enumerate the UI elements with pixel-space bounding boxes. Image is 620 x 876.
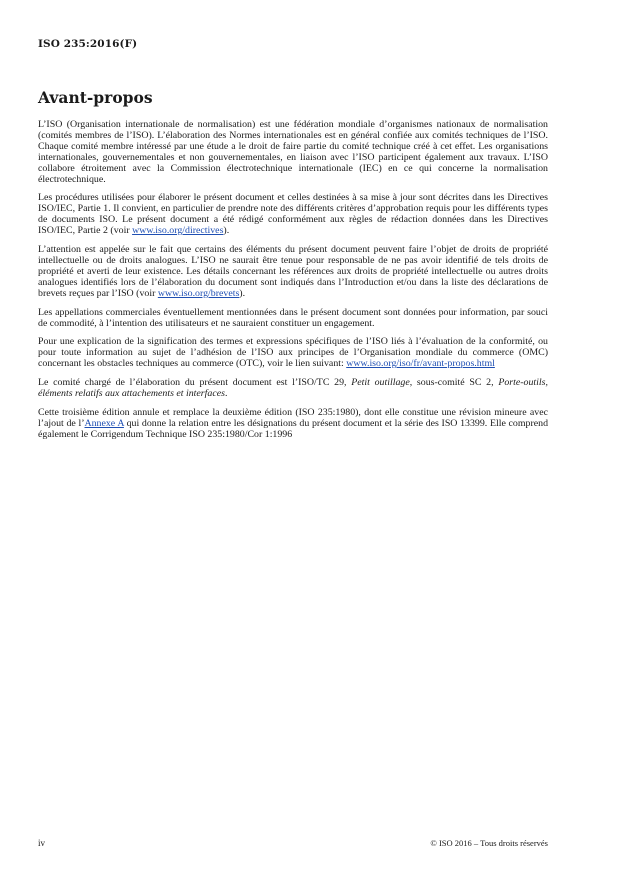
paragraph-6-mid: , sous-comité SC 2, (409, 377, 499, 389)
annexe-a-link[interactable]: Annexe A (84, 417, 124, 429)
paragraph-3-end: ). (239, 287, 246, 299)
paragraph-4: Les appellations commerciales éventuellement mentionnées dans le présent document sont données pour information, par souci de commodité, à l’intention des utilisateurs et ne sauraient constituer un engagement. (38, 306, 548, 329)
paragraph-3-text: L’attention est appelée sur le fait que certains des éléments du présent document peuvent faire l’objet de droits de propriété intellectuelle ou de droits analogues. L’ISO ne saurait être tenue pour responsable de ne pas avoir identifié de tels droits de propriété et averti de leur existence. Les détails concernant les références aux droits de propriété intellectuelle ou autres droits analogues identifiés lors de l’élaboration du document sont indiqués dans l’Introduction et/ou dans la liste des déclarations de brevets reçues par l’ISO (voir (38, 244, 548, 299)
paragraph-5 (38, 337, 548, 370)
paragraph-2-text: Les procédures utilisées pour élaborer le présent document et celles destinées à sa mise à jour sont décrites dans les Directives ISO/IEC, Partie 1. Il convient, en particulier de prendre note des différents critères d’approbation requis pour les différents types de documents ISO. Le présent document a été rédigé conformément aux règles de rédaction données dans les Directives ISO/IEC, Partie 2 (voir (38, 192, 548, 237)
paragraph-7-end: qui donne la relation entre les désignations du présent document et la série des ISO 13399. Elle comprend également le Corrigendum Technique ISO 235:1980/Cor 1:1996 (38, 417, 549, 440)
paragraph-3 (38, 245, 548, 300)
paragraph-7-text: Cette troisième édition annule et remplace la deuxième édition (ISO 235:1980), dont elle constitue une révision mineure avec l’ajout de l’ (38, 406, 548, 429)
body-text (38, 120, 548, 449)
paragraph-2-end: ). (223, 225, 230, 237)
paragraph-6-text: Le comité chargé de l’élaboration du présent document est l’ISO/TC 29, (38, 377, 352, 389)
paragraph-6 (38, 378, 548, 400)
paragraph-2 (38, 193, 548, 237)
brevets-link[interactable]: www.iso.org/brevets (157, 287, 240, 299)
page-number: iv (38, 838, 46, 848)
avant-propos-link[interactable]: www.iso.org/iso/fr/avant-propos.html (346, 358, 495, 370)
paragraph-6-end: . (224, 388, 228, 400)
committee-title: Petit outillage (351, 377, 410, 389)
copyright-notice: © ISO 2016 – Tous droits réservés (430, 838, 548, 848)
paragraph-1: L’ISO (Organisation internationale de normalisation) est une fédération mondiale d’organismes nationaux de normalisation (comités membres de l’ISO). L’élaboration des Normes internationales est en général confiée aux comités techniques de l’ISO. Chaque comité membre intéressé par une étude a le droit de faire partie du comité technique créé à cet effet. Les organisations internationales, gouvernementales et non gouvernementales, en liaison avec l’ISO participent également aux travaux. L’ISO collabore étroitement avec la Commission électrotechnique internationale (IEC) en ce qui concerne la normalisation électrotechnique. (38, 119, 548, 185)
document-reference: ISO 235:2016(F) (38, 38, 138, 50)
subcommittee-title: Porte-outils, éléments relatifs aux attachements et interfaces (38, 377, 548, 400)
paragraph-7 (38, 408, 548, 441)
directives-link[interactable]: www.iso.org/directives (132, 225, 224, 237)
section-title: Avant-propos (38, 88, 153, 107)
paragraph-5-text: Pour une explication de la signification des termes et expressions spécifiques de l’ISO liés à l’évaluation de la conformité, ou pour toute information au sujet de l’adhésion de l’ISO aux principes de l’Organisation mondiale du commerce (OMC) concernant les obstacles techniques au commerce (OTC), voir le lien suivant: (38, 336, 548, 370)
